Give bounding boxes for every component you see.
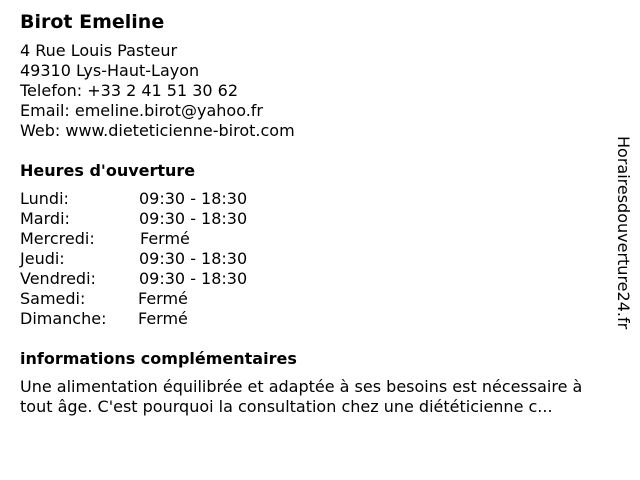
hours-row-lundi [20, 189, 630, 209]
hours-row-samedi [20, 289, 630, 309]
hours-row-mercredi [20, 229, 630, 249]
hours-day: Dimanche: [20, 309, 107, 328]
hours-day: Lundi: [20, 189, 69, 208]
hours-time: 09:30 - 18:30 [139, 209, 248, 228]
additional-info-text [20, 377, 630, 417]
hours-day: Samedi: [20, 289, 86, 308]
address-line-1: 4 Rue Louis Pasteur [20, 41, 178, 60]
hours-time: Fermé [138, 289, 188, 308]
business-name: Birot Emeline [20, 11, 165, 33]
business-details [20, 10, 630, 417]
hours-row-dimanche [20, 309, 630, 329]
hours-day: Jeudi: [20, 249, 65, 268]
hours-time: 09:30 - 18:30 [139, 249, 248, 268]
contact-block [20, 41, 630, 141]
phone-line: Telefon: +33 2 41 51 30 62 [20, 81, 239, 100]
website-line: Web: www.dieteticienne-birot.com [20, 121, 295, 140]
site-brand-vertical: Horairesdouverture24.fr [614, 136, 633, 330]
hours-time: 09:30 - 18:30 [139, 189, 248, 208]
info-text-line-2: tout âge. C'est pourquoi la consultation chez une diététicienne c... [20, 397, 553, 416]
opening-hours-title: Heures d'ouverture [20, 161, 196, 180]
hours-row-jeudi [20, 249, 630, 269]
hours-row-vendredi [20, 269, 630, 289]
hours-time: Fermé [140, 229, 190, 248]
opening-hours-section [20, 161, 630, 329]
hours-time: 09:30 - 18:30 [139, 269, 248, 288]
hours-day: Vendredi: [20, 269, 96, 288]
info-text-line-1: Une alimentation équilibrée et adaptée à ses besoins est nécessaire à [20, 377, 583, 396]
additional-info-title: informations complémentaires [20, 349, 297, 368]
hours-day: Mardi: [20, 209, 70, 228]
hours-row-mardi [20, 209, 630, 229]
additional-info-section [20, 349, 630, 417]
email-line: Email: emeline.birot@yahoo.fr [20, 101, 263, 120]
address-line-2: 49310 Lys-Haut-Layon [20, 61, 200, 80]
hours-day: Mercredi: [20, 229, 95, 248]
hours-time: Fermé [138, 309, 188, 328]
